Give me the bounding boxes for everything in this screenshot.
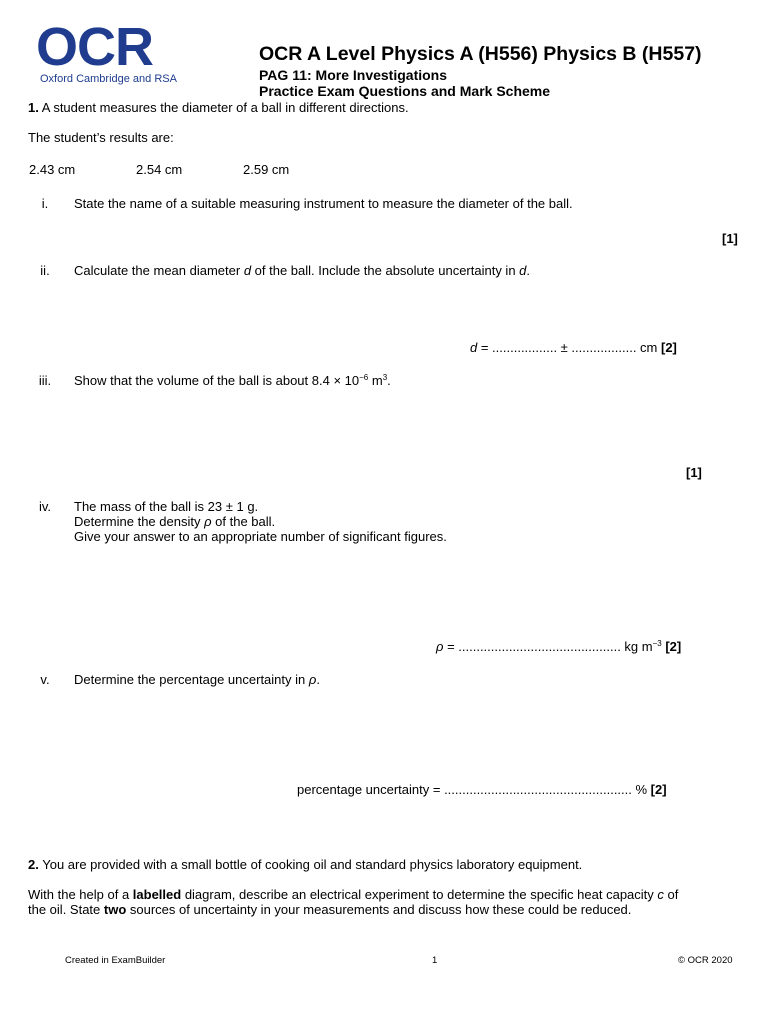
logo-subtitle: Oxford Cambridge and RSA — [40, 73, 177, 85]
question-2-line-2: With the help of a labelled diagram, describe an electrical experiment to determine the specific heat capacity c of — [28, 887, 679, 902]
question-1-stem — [28, 100, 409, 115]
part-iv-line-3: Give your answer to an appropriate number of significant figures. — [74, 529, 447, 544]
part-iii-marks: [1] — [686, 465, 702, 480]
part-iv-answer-line: ρ = ............................................. kg $m^{-3}$ [2] — [436, 639, 682, 654]
part-ii-marks: [2] — [661, 340, 677, 355]
result-value-1: 2.43 cm — [29, 162, 76, 177]
part-ii-text: Calculate the mean diameter d of the ball. Include the absolute uncertainty in d. — [74, 263, 531, 278]
footer-page-number: 1 — [432, 955, 438, 966]
question-1-text: A student measures the diameter of a ball in different directions. — [41, 100, 409, 115]
result-value-2: 2.54 cm — [136, 162, 183, 177]
part-v-marks: [2] — [650, 782, 667, 797]
question-2-number: 2. — [28, 857, 39, 872]
part-iv-line-1: The mass of the ball is 23 ± 1 g. — [74, 499, 259, 514]
part-ii-numeral: ii. — [40, 263, 50, 278]
part-ii-answer-line: d = .................. ± .................. cm [2] — [470, 340, 677, 355]
footer-created-in: Created in ExamBuilder — [65, 955, 166, 966]
part-iv-line-2: Determine the density ρ of the ball. — [74, 514, 276, 529]
result-value-3: 2.59 cm — [243, 162, 290, 177]
part-i-numeral: i. — [41, 196, 49, 211]
part-i-marks: [1] — [722, 231, 738, 246]
logo-wordmark: OCR — [36, 17, 153, 77]
question-1-number: 1. — [28, 100, 39, 115]
question-2-line-3: the oil. State two sources of uncertainty in your measurements and discuss how these could be reduced. — [28, 902, 632, 917]
part-iii-text: Show that the volume of the ball is about $8.4 \times 10^{-6}$ $m^3$. — [74, 373, 391, 388]
part-iv-numeral: iv. — [38, 499, 52, 514]
part-iv-marks: [2] — [665, 639, 682, 654]
document-title: OCR A Level Physics A (H556) Physics B (H557) — [259, 43, 702, 65]
part-v-answer-line: percentage uncertainty = .................................................... % [2] — [297, 782, 667, 797]
document-subtitle-pag: PAG 11: More Investigations — [259, 67, 448, 83]
question-2-stem: 2. You are provided with a small bottle of cooking oil and standard physics laboratory equipment. — [28, 857, 583, 872]
results-intro: The student’s results are: — [28, 130, 174, 145]
part-iii-numeral: iii. — [38, 373, 52, 388]
part-i-text: State the name of a suitable measuring instrument to measure the diameter of the ball. — [74, 196, 573, 211]
footer-copyright: © OCR 2020 — [678, 955, 733, 966]
document-subtitle-practice: Practice Exam Questions and Mark Scheme — [259, 83, 551, 99]
part-v-text: Determine the percentage uncertainty in ρ. — [74, 672, 320, 687]
part-v-numeral: v. — [40, 672, 50, 687]
